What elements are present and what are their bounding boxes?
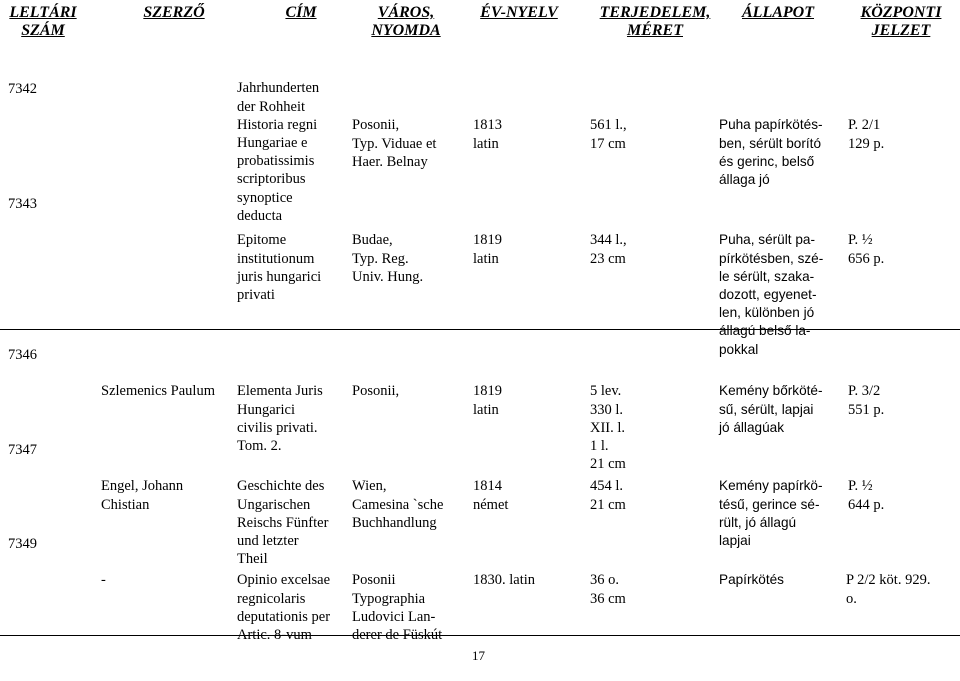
row-year-lang: 1814 német	[473, 478, 509, 513]
row-size: 454 l. 21 cm	[590, 478, 626, 513]
row-id: 7343	[8, 196, 37, 212]
row-city: Posonii Typographia Ludovici Lan- derer de Füskút	[352, 572, 443, 644]
row-id: 7342	[8, 81, 37, 97]
section-rule-2	[0, 635, 960, 636]
row-condition: Kemény bőrköté- sű, sérült, lapjai jó állagúak	[719, 383, 823, 435]
row-city: Budae, Typ. Reg. Univ. Hung.	[352, 232, 424, 285]
row-author: Szlemenics Paulum	[101, 383, 215, 400]
row-id: 7346	[8, 347, 37, 363]
row-year-lang: 1819 latin	[473, 383, 502, 418]
header-allapot: ÁLLAPOT	[742, 4, 814, 21]
row-year-lang: 1819 latin	[473, 232, 502, 267]
row-id: 7349	[8, 536, 37, 552]
header-szerzo: SZERZŐ	[143, 4, 205, 21]
header-varos-nyomda: VÁROS, NYOMDA	[371, 4, 441, 39]
row-condition: Puha, sérült pa- pírkötésben, szé- le sérült, szaka- dozott, egyenet- len, különben jó állagú belső la- pokkal	[719, 232, 824, 357]
header-kozponti-jelzet: KÖZPONTI JELZET	[860, 4, 942, 39]
row-shelf-mark: P. ½ 644 p.	[848, 478, 885, 513]
header-ev-nyelv: ÉV-NYELV	[480, 4, 558, 21]
row-shelf-mark: P 2/2 köt. 929. o.	[846, 572, 931, 607]
row-shelf-mark: P. 2/1 129 p.	[848, 117, 885, 152]
row-year-lang: 1813 latin	[473, 117, 502, 152]
row-author: -	[101, 572, 106, 589]
header-cim: CÍM	[285, 4, 317, 21]
row-title: Geschichte des Ungarischen Reischs Fünfter und letzter Theil	[237, 478, 329, 568]
row-year-lang: 1830. latin	[473, 572, 536, 589]
row-size: 561 l., 17 cm	[590, 117, 627, 152]
row-condition: Puha papírkötés- ben, sérült borító és gerinc, belső állaga jó	[719, 117, 823, 188]
row-city: Posonii,	[352, 383, 400, 400]
row-condition: Papírkötés	[719, 572, 784, 588]
header-terjedelem-meret: TERJEDELEM, MÉRET	[599, 4, 711, 39]
row-city: Wien, Camesina `sche Buchhandlung	[352, 478, 444, 531]
page-number: 17	[472, 648, 485, 663]
header-leltari-szam: LELTÁRI SZÁM	[9, 4, 77, 39]
row-id: 7347	[8, 442, 37, 458]
row-condition: Kemény papírkö- tésű, gerince sé- rült, jó állagú lapjai	[719, 478, 823, 549]
row-title: Elementa Juris Hungarici civilis privati. Tom. 2.	[237, 383, 323, 455]
row-size: 36 o. 36 cm	[590, 572, 626, 607]
row-title: Opinio excelsae regnicolaris deputationis per Artic. 8-vum	[237, 572, 331, 644]
row-title: Jahrhunderten der Rohheit Historia regni Hungariae e probatissimis scriptoribus synoptice deducta	[237, 80, 320, 224]
row-author: Engel, Johann Chistian	[101, 478, 184, 513]
row-title: Epitome institutionum juris hungarici privati	[237, 232, 322, 304]
row-shelf-mark: P. 3/2 551 p.	[848, 383, 885, 418]
row-city: Posonii, Typ. Viduae et Haer. Belnay	[352, 117, 437, 170]
row-size: 5 lev. 330 l. XII. l. 1 l. 21 cm	[590, 383, 626, 473]
row-size: 344 l., 23 cm	[590, 232, 627, 267]
row-shelf-mark: P. ½ 656 p.	[848, 232, 885, 267]
